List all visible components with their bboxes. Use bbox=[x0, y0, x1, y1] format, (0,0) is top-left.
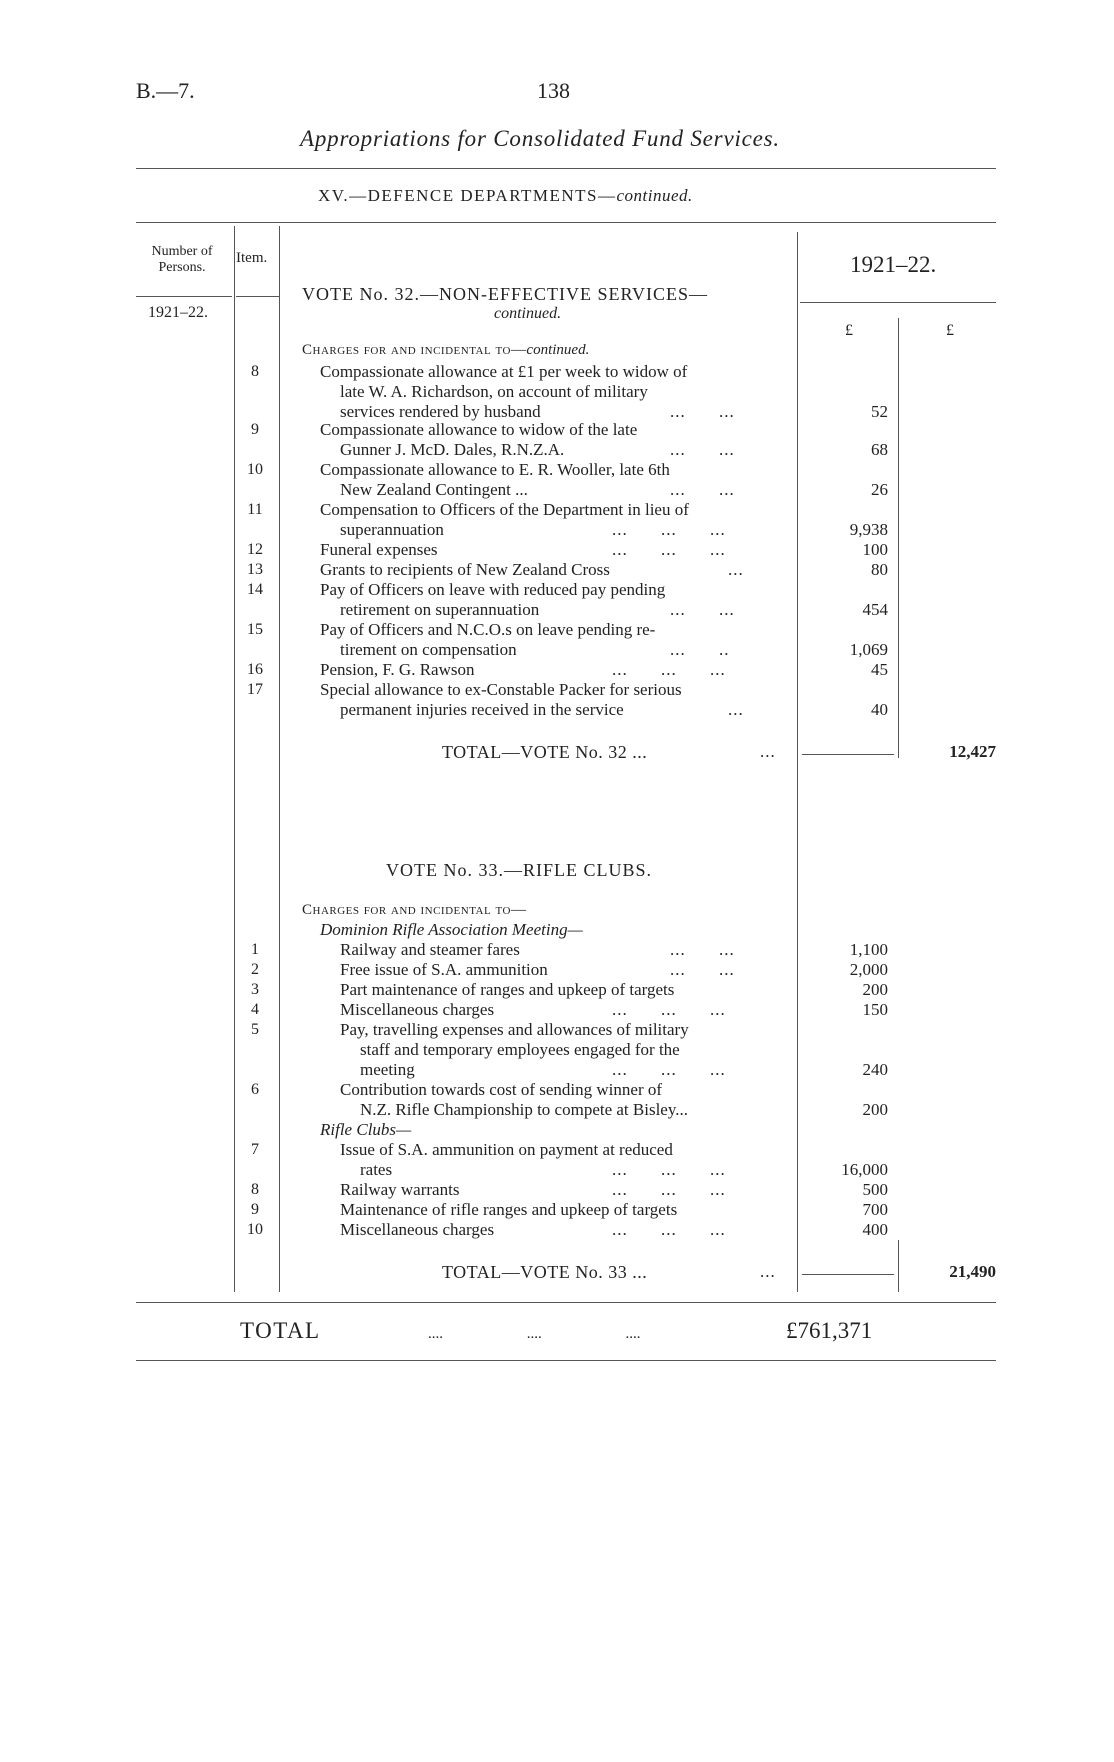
vote32-item-amount: 9,938 bbox=[849, 520, 888, 539]
grand-total-label: TOTAL bbox=[240, 1318, 321, 1343]
vote32-item-leader-dots: ... bbox=[728, 560, 744, 579]
vote32-item-number: 11 bbox=[247, 501, 263, 518]
vote32-item-number: 9 bbox=[251, 421, 259, 438]
section-rule bbox=[136, 222, 996, 223]
currency-label-2: £ bbox=[946, 322, 954, 339]
vote32-item-amount: 45 bbox=[871, 660, 888, 679]
vote32-item-number: 13 bbox=[247, 561, 263, 578]
year-rule bbox=[800, 302, 996, 303]
vote32-charges: Charges for and incidental to— bbox=[302, 342, 527, 358]
vote33-item-leader-dots: ... ... bbox=[670, 960, 735, 979]
vote32-item-leader-dots: ... ... bbox=[670, 440, 735, 459]
vote33-item-amount: 1,100 bbox=[849, 940, 888, 959]
vote32-item-description: New Zealand Contingent ... bbox=[340, 480, 528, 499]
vote33-item-description: staff and temporary employees engaged for the bbox=[360, 1040, 680, 1059]
vote33-item-description: Railway warrants bbox=[340, 1180, 460, 1199]
vote33-item-amount: 400 bbox=[862, 1220, 888, 1239]
vote33-item-description: Miscellaneous charges bbox=[340, 1000, 495, 1019]
vote32-item-amount: 40 bbox=[871, 700, 888, 719]
vote33-item-amount: 150 bbox=[862, 1000, 888, 1019]
vote33-item-description: Issue of S.A. ammunition on payment at reduced bbox=[340, 1140, 673, 1159]
vote33-item-description: Contribution towards cost of sending winner of bbox=[340, 1080, 663, 1099]
vote33-item-leader-dots: ... ... ... bbox=[612, 1160, 726, 1179]
vote33-item-amount: 240 bbox=[862, 1060, 888, 1079]
vote32-item-description: Pay of Officers on leave with reduced pay pending bbox=[320, 580, 666, 599]
vote32-item-leader-dots: ... bbox=[728, 700, 744, 719]
vote32-item-leader-dots: ... ... ... bbox=[612, 660, 726, 679]
vote32-item-number: 12 bbox=[247, 541, 263, 558]
item-header: Item. bbox=[236, 250, 268, 266]
vote33-item-amount: 2,000 bbox=[849, 960, 888, 979]
vote32-total: 12,427 bbox=[949, 742, 996, 761]
vote32-item-description: late W. A. Richardson, on account of military bbox=[340, 382, 648, 401]
page-title: Appropriations for Consolidated Fund Services. bbox=[300, 126, 780, 151]
persons-header: Number of Persons. bbox=[151, 244, 213, 275]
vote33-item-leader-dots: ... ... ... bbox=[612, 1060, 726, 1079]
vote33-item-number: 7 bbox=[251, 1141, 259, 1158]
vote33-item-description: Maintenance of rifle ranges and upkeep of targets bbox=[340, 1200, 678, 1219]
vote33-item-description: Railway and steamer fares bbox=[340, 940, 520, 959]
vote33-item-number: 8 bbox=[251, 1181, 259, 1198]
title-rule bbox=[136, 168, 996, 169]
vote33-total-dots: ... bbox=[760, 1262, 776, 1281]
vote32-title: VOTE No. 32.—NON-EFFECTIVE SERVICES— bbox=[302, 284, 709, 304]
vote33-title: VOTE No. 33.—RIFLE CLUBS. bbox=[386, 860, 653, 880]
vote33-item-description: Part maintenance of ranges and upkeep of targets bbox=[340, 980, 675, 999]
section-title: XV.—DEFENCE DEPARTMENTS— bbox=[318, 186, 617, 205]
document-ref: B.—7. bbox=[136, 78, 195, 103]
vote32-item-description: Compassionate allowance to widow of the late bbox=[320, 420, 638, 439]
vote32-item-description: Gunner J. McD. Dales, R.N.Z.A. bbox=[340, 440, 565, 459]
vote33-item-description: rates bbox=[360, 1160, 393, 1179]
grand-total-dots: .... .... .... bbox=[428, 1326, 641, 1342]
vote33-item-amount: 200 bbox=[862, 1100, 888, 1119]
vote32-item-leader-dots: ... .. bbox=[670, 640, 730, 659]
vote33-item-description: meeting bbox=[360, 1060, 415, 1079]
vote32-item-description: Compassionate allowance at £1 per week to widow of bbox=[320, 362, 688, 381]
vote32-item-number: 17 bbox=[247, 681, 263, 698]
vote33-item-number: 4 bbox=[251, 1001, 259, 1018]
vote33-subtotal-rule bbox=[802, 1274, 894, 1275]
vote33-item-number: 5 bbox=[251, 1021, 259, 1038]
vote32-item-description: retirement on superannuation bbox=[340, 600, 540, 619]
col-line-persons bbox=[234, 226, 235, 1292]
persons-year: 1921–22. bbox=[148, 304, 208, 321]
vote32-title-continued: continued. bbox=[494, 305, 562, 322]
vote33-item-leader-dots: ... ... ... bbox=[612, 1180, 726, 1199]
vote33-item-description: Free issue of S.A. ammunition bbox=[340, 960, 548, 979]
vote33-item-description: N.Z. Rifle Championship to compete at Bisley... bbox=[360, 1100, 688, 1119]
vote33-item-amount: 200 bbox=[862, 980, 888, 999]
vote33-total: 21,490 bbox=[949, 1262, 996, 1281]
vote33-item-description: Pay, travelling expenses and allowances of military bbox=[340, 1020, 689, 1039]
vote32-item-description: Pension, F. G. Rawson bbox=[320, 660, 475, 679]
vote33-total-label: TOTAL—VOTE No. 33 ... bbox=[442, 1262, 648, 1282]
vote32-item-description: permanent injuries received in the service bbox=[340, 700, 624, 719]
vote33-item-number: 6 bbox=[251, 1081, 259, 1098]
vote32-item-amount: 80 bbox=[871, 560, 888, 579]
vote33-item-amount: 700 bbox=[862, 1200, 888, 1219]
vote33-group-dominion: Dominion Rifle Association Meeting— bbox=[320, 920, 583, 939]
persons-header-rule bbox=[136, 296, 232, 297]
vote32-item-leader-dots: ... ... ... bbox=[612, 540, 726, 559]
vote32-subtotal-rule bbox=[802, 754, 894, 755]
vote32-item-number: 10 bbox=[247, 461, 263, 478]
vote32-item-number: 15 bbox=[247, 621, 263, 638]
vote32-total-dots: ... bbox=[760, 742, 776, 761]
vote32-item-amount: 1,069 bbox=[849, 640, 888, 659]
grand-total-amount: £761,371 bbox=[786, 1318, 873, 1343]
vote33-item-leader-dots: ... ... bbox=[670, 940, 735, 959]
vote33-group-rifle-clubs: Rifle Clubs— bbox=[320, 1120, 412, 1139]
vote32-charges-continued: continued. bbox=[526, 342, 590, 358]
col-line-total-2 bbox=[898, 1240, 899, 1292]
vote33-charges: Charges for and incidental to— bbox=[302, 902, 527, 918]
vote32-item-leader-dots: ... ... bbox=[670, 402, 735, 421]
grand-total-top-rule bbox=[136, 1302, 996, 1303]
vote33-item-number: 3 bbox=[251, 981, 259, 998]
section-heading bbox=[318, 186, 693, 206]
vote32-item-number: 14 bbox=[247, 581, 263, 598]
currency-label-1: £ bbox=[845, 322, 853, 339]
item-header-rule bbox=[236, 296, 280, 297]
grand-total-bottom-rule bbox=[136, 1360, 996, 1361]
vote32-item-amount: 26 bbox=[871, 480, 888, 499]
col-line-total bbox=[898, 318, 899, 758]
vote32-item-description: Pay of Officers and N.C.O.s on leave pending re- bbox=[320, 620, 656, 639]
vote32-item-description: superannuation bbox=[340, 520, 444, 539]
vote32-item-amount: 68 bbox=[871, 440, 888, 459]
vote32-item-description: Special allowance to ex-Constable Packer for serious bbox=[320, 680, 682, 699]
vote33-item-amount: 500 bbox=[862, 1180, 888, 1199]
page-number: 138 bbox=[537, 78, 570, 103]
col-line-item bbox=[279, 226, 280, 1292]
vote32-item-number: 16 bbox=[247, 661, 263, 678]
vote32-item-amount: 454 bbox=[862, 600, 888, 619]
vote32-item-number: 8 bbox=[251, 363, 259, 380]
vote32-item-amount: 52 bbox=[871, 402, 888, 421]
vote32-item-description: tirement on compensation bbox=[340, 640, 517, 659]
col-line-amount bbox=[797, 232, 798, 1292]
vote32-item-amount: 100 bbox=[862, 540, 888, 559]
vote33-item-leader-dots: ... ... ... bbox=[612, 1000, 726, 1019]
vote33-item-number: 9 bbox=[251, 1201, 259, 1218]
vote32-item-leader-dots: ... ... bbox=[670, 600, 735, 619]
vote33-item-number: 10 bbox=[247, 1221, 263, 1238]
section-continued: continued. bbox=[616, 186, 693, 205]
vote32-item-description: Funeral expenses bbox=[320, 540, 438, 559]
year-header: 1921–22. bbox=[850, 252, 937, 277]
vote32-item-description: Compassionate allowance to E. R. Wooller, late 6th bbox=[320, 460, 670, 479]
vote32-item-leader-dots: ... ... ... bbox=[612, 520, 726, 539]
vote32-item-description: services rendered by husband bbox=[340, 402, 541, 421]
vote32-item-leader-dots: ... ... bbox=[670, 480, 735, 499]
vote32-item-description: Grants to recipients of New Zealand Cross bbox=[320, 560, 610, 579]
vote33-item-number: 1 bbox=[251, 941, 259, 958]
vote32-total-label: TOTAL—VOTE No. 32 ... bbox=[442, 742, 648, 762]
vote32-item-description: Compensation to Officers of the Department in lieu of bbox=[320, 500, 689, 519]
vote33-item-number: 2 bbox=[251, 961, 259, 978]
vote33-item-description: Miscellaneous charges bbox=[340, 1220, 495, 1239]
vote32-charges-heading bbox=[302, 342, 589, 359]
vote33-item-leader-dots: ... ... ... bbox=[612, 1220, 726, 1239]
vote33-item-amount: 16,000 bbox=[841, 1160, 888, 1179]
